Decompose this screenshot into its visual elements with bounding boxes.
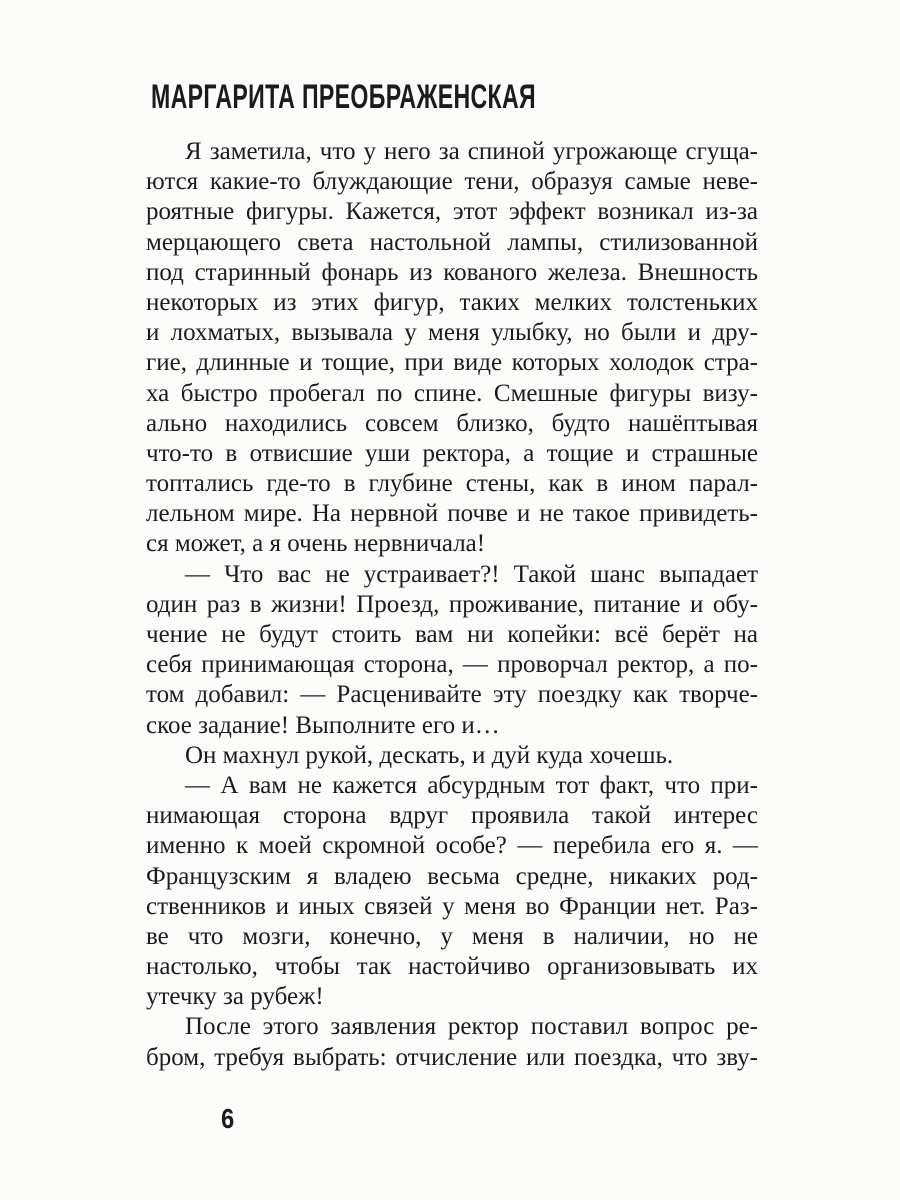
page-number: 6 xyxy=(221,1103,235,1134)
text-line: Я заметила, что у него за спиной угрожающе сгуща- xyxy=(185,138,758,165)
text-line: нимающая сторона вдруг проявила такой интерес xyxy=(146,802,758,830)
text-line: ся может, а я очень нервничала! xyxy=(146,530,486,558)
text-line: что-то в отвисшие уши ректора, а тощие и страшные xyxy=(146,439,758,467)
text-line: ально находились совсем близко, будто нашёптывая xyxy=(146,409,758,437)
text-line: себя принимающая сторона, — проворчал ректор, а по- xyxy=(146,651,758,679)
text-line: топтались где-то в глубине стены, как в ином парал- xyxy=(146,470,758,498)
text-line: лельном мире. На нервной почве и не такое привидеть- xyxy=(146,500,758,528)
text-line: ха быстро пробегал по спине. Смешные фигуры визу- xyxy=(146,379,758,407)
text-line: утечку за рубеж! xyxy=(146,983,324,1011)
text-line: ве что мозги, конечно, у меня в наличии, но не xyxy=(146,922,758,950)
text-line: гие, длинные и тощие, при виде которых холодок стра- xyxy=(146,349,758,377)
text-line: После этого заявления ректор поставил вопрос ре- xyxy=(185,1013,758,1041)
text-line: роятные фигуры. Кажется, этот эффект возникал из-за xyxy=(146,198,758,226)
text-line: чение не будут стоить вам ни копейки: всё берёт на xyxy=(146,621,758,648)
text-line: — Что вас не устраивает?! Такой шанс выпадает xyxy=(185,560,758,588)
text-line: Он махнул рукой, дескать, и дуй куда хочешь. xyxy=(185,741,674,769)
text-line: ское задание! Выполните его и… xyxy=(146,711,500,739)
text-line: именно к моей скромной особе? — перебила его я. — xyxy=(146,832,758,860)
text-line: мерцающего света настольной лампы, стилизованной xyxy=(146,228,758,256)
text-line: один раз в жизни! Проезд, проживание, питание и обу- xyxy=(146,590,758,618)
chapter-header-author-title: МАРГАРИТА ПРЕОБРАЖЕНСКАЯ xyxy=(151,78,536,116)
text-line: Французским я владею весьма средне, никаких род- xyxy=(146,862,758,890)
body-text-block xyxy=(146,137,758,1073)
text-line: бром, требуя выбрать: отчисление или поездка, что зву- xyxy=(146,1043,758,1071)
text-line: и лохматых, вызывала у меня улыбку, но были и дру- xyxy=(146,319,758,347)
text-line: ются какие-то блуждающие тени, образуя самые неве- xyxy=(146,168,758,196)
text-line: настолько, чтобы так настойчиво организовывать их xyxy=(146,953,758,981)
text-line: ственников и иных связей у меня во Франции нет. Раз- xyxy=(146,892,758,920)
text-line: некоторых из этих фигур, таких мелких толстеньких xyxy=(146,288,758,316)
text-line: том добавил: — Расценивайте эту поездку как творче- xyxy=(146,681,758,709)
text-line: под старинный фонарь из кованого железа. Внешность xyxy=(146,258,758,286)
text-line: — А вам не кажется абсурдным тот факт, что при- xyxy=(185,771,758,799)
